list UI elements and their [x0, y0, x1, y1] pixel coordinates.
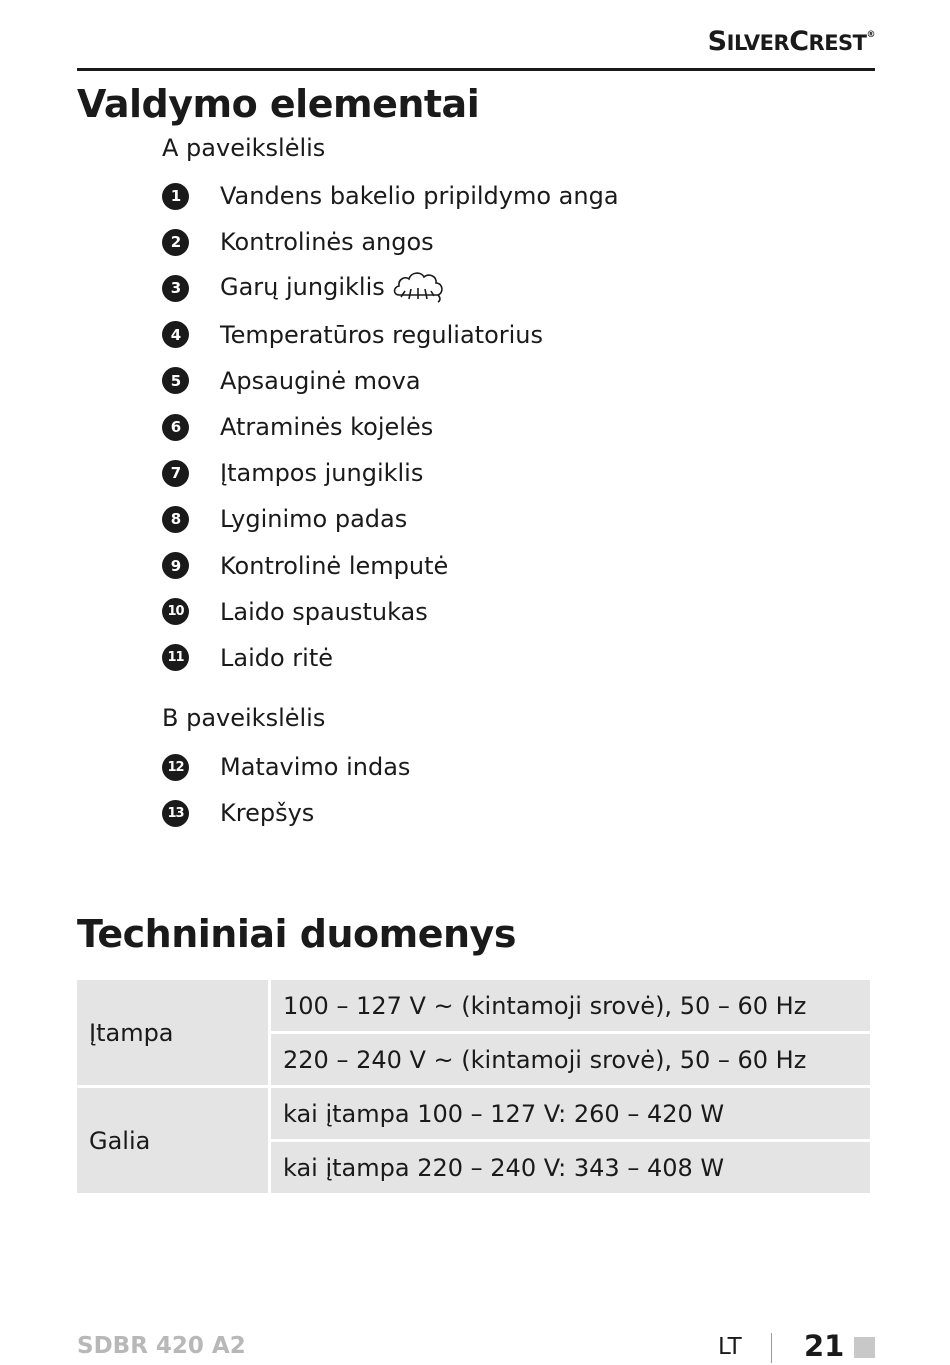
figure-b-label: B paveikslėlis	[162, 704, 326, 732]
section-title-controls: Valdymo elementai	[77, 82, 480, 126]
list-item	[162, 404, 434, 450]
table-value-cell: 220 – 240 V ~ (kintamoji srovė), 50 – 60 Hz	[271, 1034, 870, 1085]
list-item	[162, 589, 428, 635]
figure-a-label: A paveikslėlis	[162, 134, 326, 162]
item-label: Garų jungiklis	[220, 273, 385, 302]
footer-divider	[771, 1333, 772, 1363]
item-number: 10	[162, 598, 189, 625]
item-label: Matavimo indas	[220, 753, 411, 782]
item-number: 3	[162, 275, 189, 302]
figure-a-list	[162, 173, 619, 681]
table-key-cell: Įtampa	[77, 980, 268, 1085]
table-value-cell: 100 – 127 V ~ (kintamoji srovė), 50 – 60 Hz	[271, 980, 870, 1031]
item-number: 1	[162, 183, 189, 210]
list-item	[162, 312, 544, 358]
item-number: 12	[162, 754, 189, 781]
tech-table	[74, 977, 873, 1196]
section-title-tech: Techniniai duomenys	[77, 912, 516, 956]
footer-model: SDBR 420 A2	[77, 1333, 246, 1359]
table-value-cell: kai įtampa 220 – 240 V: 343 – 408 W	[271, 1142, 870, 1193]
item-label: Laido ritė	[220, 643, 334, 672]
item-number: 4	[162, 321, 189, 348]
item-number: 9	[162, 552, 189, 579]
list-item	[162, 173, 619, 219]
item-label: Temperatūros reguliatorius	[220, 320, 544, 349]
item-label: Atraminės kojelės	[220, 413, 434, 442]
item-label: Lyginimo padas	[220, 505, 408, 534]
page-number: 21	[804, 1329, 845, 1363]
table-row	[77, 1088, 870, 1139]
item-number: 6	[162, 414, 189, 441]
footer-square-mark	[854, 1337, 875, 1358]
item-number: 13	[162, 800, 189, 827]
table-value-cell: kai įtampa 100 – 127 V: 260 – 420 W	[271, 1088, 870, 1139]
list-item	[162, 635, 334, 681]
item-label: Apsauginė mova	[220, 366, 421, 395]
item-label: Įtampos jungiklis	[220, 459, 424, 488]
table-key-cell: Galia	[77, 1088, 268, 1193]
brand-logo: SILVERCREST®	[707, 26, 875, 57]
item-number: 2	[162, 229, 189, 256]
item-number: 8	[162, 506, 189, 533]
list-item	[162, 265, 385, 311]
item-number: 7	[162, 460, 189, 487]
figure-b-list	[162, 744, 411, 836]
item-label: Kontrolinės angos	[220, 228, 434, 257]
item-label: Vandens bakelio pripildymo anga	[220, 182, 619, 211]
list-item	[162, 450, 424, 496]
list-item	[162, 744, 411, 790]
list-item	[162, 358, 421, 404]
item-label: Kontrolinė lemputė	[220, 551, 449, 580]
list-item	[162, 543, 449, 589]
item-number: 11	[162, 644, 189, 671]
list-item	[162, 219, 434, 265]
list-item	[162, 790, 315, 836]
item-label: Laido spaustukas	[220, 597, 428, 626]
footer-language: LT	[718, 1334, 742, 1360]
list-item	[162, 496, 408, 542]
steam-icon	[391, 265, 447, 305]
item-label-with-icon	[220, 268, 447, 308]
item-label: Krepšys	[220, 799, 315, 828]
item-number: 5	[162, 367, 189, 394]
table-row	[77, 980, 870, 1031]
header-rule	[77, 68, 875, 71]
